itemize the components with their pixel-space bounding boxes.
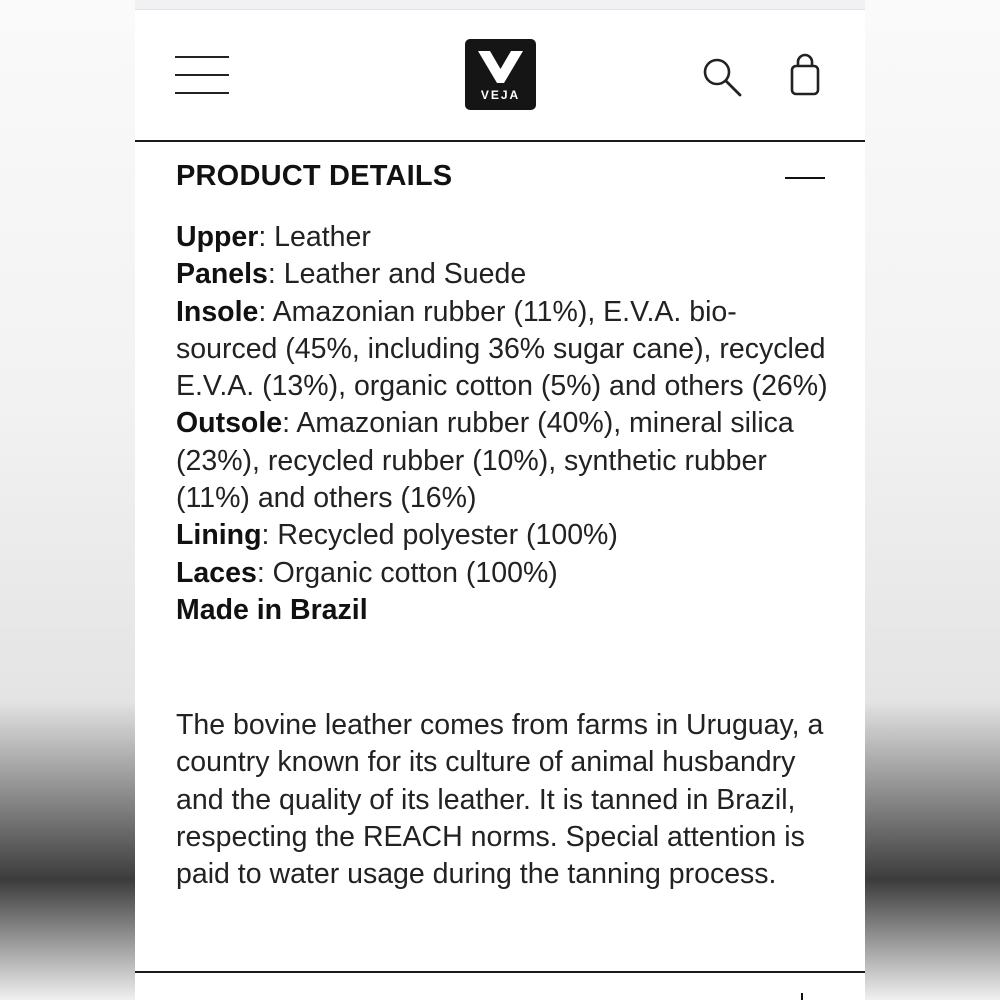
product-details xyxy=(176,219,836,629)
detail-insole xyxy=(176,294,836,406)
detail-value: : Recycled polyester (100%) xyxy=(261,519,618,552)
detail-value: : Amazonian rubber (40%), mineral silica (23%), recycled rubber (10%), synthetic rubber (11%) and others (16%) xyxy=(176,407,794,515)
made-in xyxy=(176,592,836,629)
detail-value: : Leather xyxy=(258,221,371,253)
detail-value: : Leather and Suede xyxy=(267,258,527,291)
site-header xyxy=(135,10,865,142)
detail-panels xyxy=(176,256,836,293)
minus-icon[interactable] xyxy=(783,164,827,192)
search-icon[interactable] xyxy=(701,56,743,98)
detail-label: Panels xyxy=(176,258,268,291)
logo-text: VEJA xyxy=(480,88,521,102)
detail-laces xyxy=(176,555,836,592)
shopping-bag-icon[interactable] xyxy=(785,52,825,100)
veja-v-mark-icon xyxy=(478,51,523,85)
detail-label: Insole xyxy=(176,295,259,328)
hamburger-menu-icon[interactable] xyxy=(175,54,229,98)
background-right xyxy=(865,0,1000,1000)
origin-text: Made in Brazil xyxy=(176,593,368,626)
detail-upper xyxy=(176,219,836,256)
detail-label: Outsole xyxy=(176,407,283,440)
detail-label: Laces xyxy=(176,556,257,589)
expand-plus-icon[interactable] xyxy=(801,993,803,1000)
section-divider xyxy=(135,971,865,973)
detail-value: : Organic cotton (100%) xyxy=(256,556,558,589)
section-title[interactable]: PRODUCT DETAILS xyxy=(176,160,453,192)
detail-value: : Amazonian rubber (11%), E.V.A. bio-sourced (45%, including 36% sugar cane), recycled E.V.A. (13%), organic cotton (5%) and others (26%) xyxy=(176,295,828,403)
veja-logo[interactable] xyxy=(465,39,536,110)
detail-label: Upper xyxy=(176,221,259,253)
detail-lining xyxy=(176,517,836,554)
detail-outsole xyxy=(176,405,836,517)
leather-description: The bovine leather comes from farms in Uruguay, a country known for its culture of animal husbandry and the quality of its leather. It is tanned in Brazil, respecting the REACH norms. Special attention is paid to water usage during the tanning process. xyxy=(176,709,824,891)
mobile-screen xyxy=(135,0,865,1000)
detail-label: Lining xyxy=(176,519,262,552)
background-left xyxy=(0,0,135,1000)
status-strip xyxy=(135,0,865,10)
